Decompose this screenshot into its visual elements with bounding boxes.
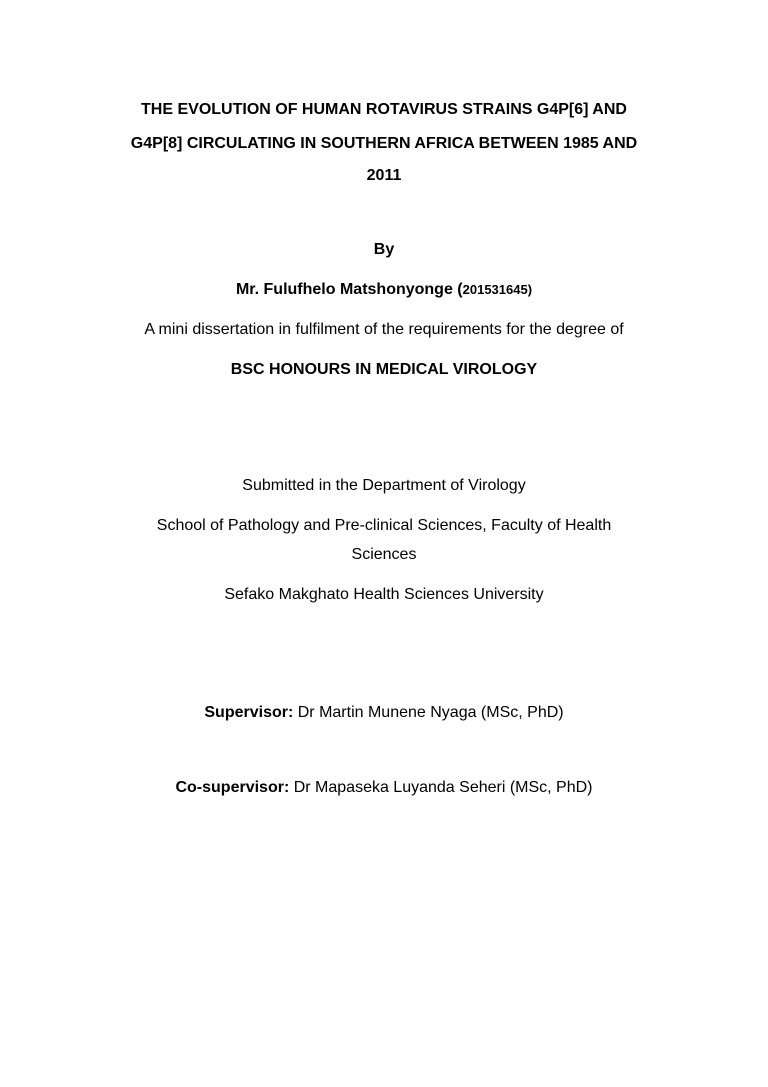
university-line: Sefako Makghato Health Sciences University (224, 586, 544, 603)
school-line-2: Sciences (351, 546, 417, 563)
co-supervisor-label: Co-supervisor: (175, 779, 290, 796)
supervisor-label: Supervisor: (204, 704, 294, 721)
supervisor-name: Dr Martin Munene Nyaga (MSc, PhD) (293, 704, 564, 721)
author-name: Mr. Fulufhelo Matshonyonge ( (235, 281, 463, 298)
student-number: 201531645) (462, 282, 533, 297)
title-line-3: 2011 (366, 167, 402, 184)
supervisor-line (0, 703, 768, 723)
dissertation-statement: A mini dissertation in fulfilment of the requirements for the degree of (144, 321, 624, 338)
co-supervisor-name: Dr Mapaseka Luyanda Seheri (MSc, PhD) (289, 779, 593, 796)
title-line-1: THE EVOLUTION OF HUMAN ROTAVIRUS STRAINS G4P[6] AND (141, 101, 627, 118)
author-line (0, 280, 768, 300)
department-line: Submitted in the Department of Virology (242, 477, 526, 494)
by-label: By (373, 241, 395, 258)
co-supervisor-line (0, 778, 768, 798)
title-line-2: G4P[8] CIRCULATING IN SOUTHERN AFRICA BETWEEN 1985 AND (130, 135, 638, 152)
school-line-1: School of Pathology and Pre-clinical Sciences, Faculty of Health (156, 517, 612, 534)
degree-title: BSC HONOURS IN MEDICAL VIROLOGY (230, 361, 538, 378)
